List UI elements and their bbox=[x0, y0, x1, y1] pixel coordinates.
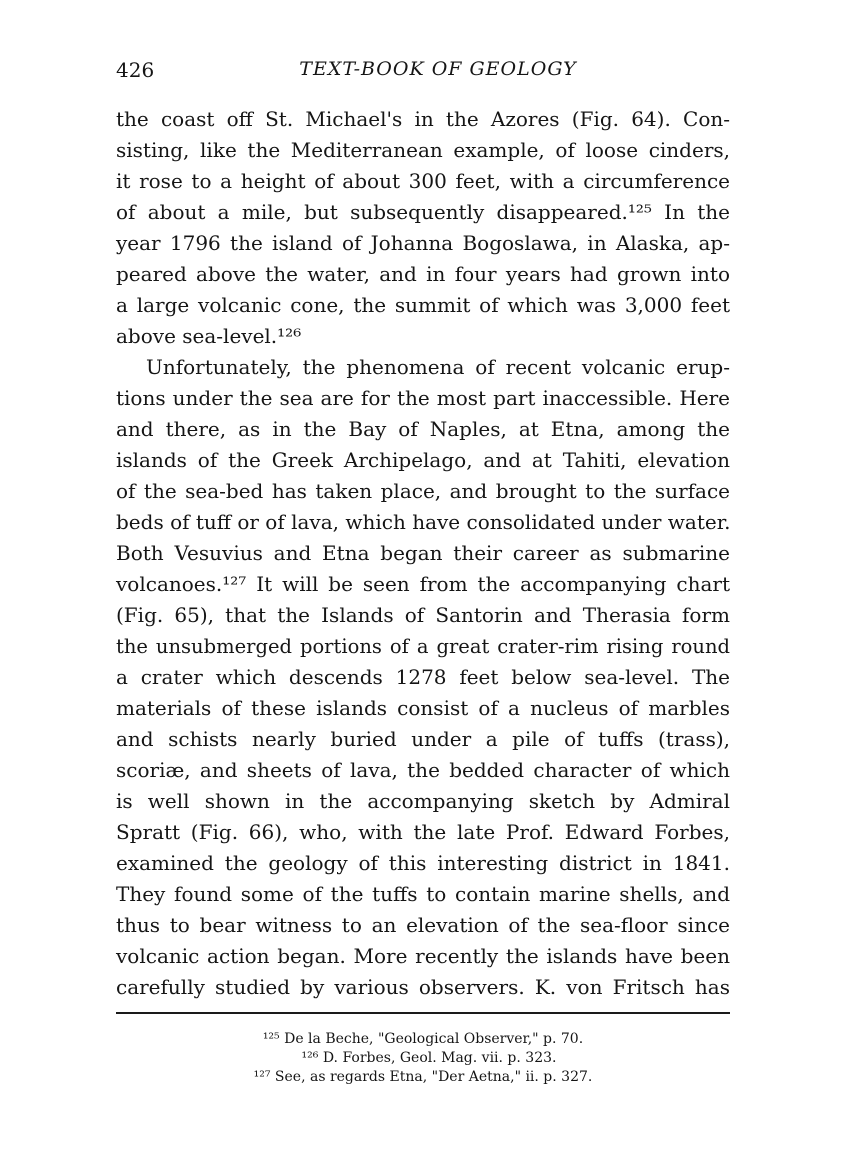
text-line: the unsubmerged portions of a great crater-rim rising round bbox=[116, 635, 730, 658]
text-line: above sea-level.¹²⁶ bbox=[116, 324, 302, 348]
text-line: examined the geology of this interesting district in 1841. bbox=[116, 851, 730, 875]
text-line: and schists nearly buried under a pile of tuffs (trass), bbox=[116, 727, 730, 751]
text-line: beds of tuff or of lava, which have consolidated under water. bbox=[116, 510, 731, 534]
text-line: of about a mile, but subsequently disappeared.¹²⁵ In the bbox=[116, 200, 730, 224]
text-line: volcanic action began. More recently the islands have been bbox=[116, 944, 730, 968]
text-line: and there, as in the Bay of Naples, at Etna, among the bbox=[116, 417, 730, 441]
text-line: They found some of the tuffs to contain marine shells, and bbox=[116, 882, 730, 906]
text-line: year 1796 the island of Johanna Bogoslawa, in Alaska, ap- bbox=[116, 231, 730, 255]
page-header bbox=[116, 58, 730, 84]
footnote-125: ¹²⁵ De la Beche, "Geological Observer," p. 70. bbox=[262, 1031, 584, 1047]
text-line: tions under the sea are for the most part inaccessible. Here bbox=[116, 386, 730, 410]
text-line: the coast off St. Michael's in the Azores (Fig. 64). Con- bbox=[116, 107, 730, 131]
text-line: carefully studied by various observers. K. von Fritsch has bbox=[116, 975, 730, 999]
footnote-127: ¹²⁷ See, as regards Etna, "Der Aetna," ii. p. 327. bbox=[253, 1069, 593, 1085]
text-line: scoriæ, and sheets of lava, the bedded character of which bbox=[116, 758, 730, 782]
text-line: islands of the Greek Archipelago, and at Tahiti, elevation bbox=[116, 448, 730, 472]
text-line: Both Vesuvius and Etna began their career as submarine bbox=[116, 541, 730, 565]
text-line: Unfortunately, the phenomena of recent volcanic erup- bbox=[146, 355, 730, 379]
text-line: Spratt (Fig. 66), who, with the late Prof. Edward Forbes, bbox=[116, 820, 730, 844]
text-line: a large volcanic cone, the summit of which was 3,000 feet bbox=[116, 293, 730, 317]
text-line: (Fig. 65), that the Islands of Santorin and Therasia form bbox=[116, 603, 730, 627]
text-line: thus to bear witness to an elevation of the sea-floor since bbox=[116, 913, 730, 937]
text-line: materials of these islands consist of a nucleus of marbles bbox=[116, 696, 730, 720]
body-text bbox=[116, 104, 730, 1003]
footnotes bbox=[116, 1030, 730, 1087]
text-line: it rose to a height of about 300 feet, with a circumference bbox=[116, 169, 730, 193]
footnote-divider bbox=[116, 1012, 730, 1014]
footnote-126: ¹²⁶ D. Forbes, Geol. Mag. vii. p. 323. bbox=[301, 1050, 557, 1066]
text-line: volcanoes.¹²⁷ It will be seen from the accompanying chart bbox=[116, 572, 730, 596]
text-line: of the sea-bed has taken place, and brought to the surface bbox=[116, 479, 730, 503]
page-number: 426 bbox=[116, 58, 155, 82]
text-line: a crater which descends 1278 feet below sea-level. The bbox=[116, 665, 730, 689]
text-line: is well shown in the accompanying sketch by Admiral bbox=[116, 789, 730, 813]
text-line: peared above the water, and in four years had grown into bbox=[116, 262, 730, 286]
text-line: sisting, like the Mediterranean example, of loose cinders, bbox=[116, 138, 730, 162]
running-head: TEXT-BOOK OF GEOLOGY bbox=[299, 58, 577, 80]
